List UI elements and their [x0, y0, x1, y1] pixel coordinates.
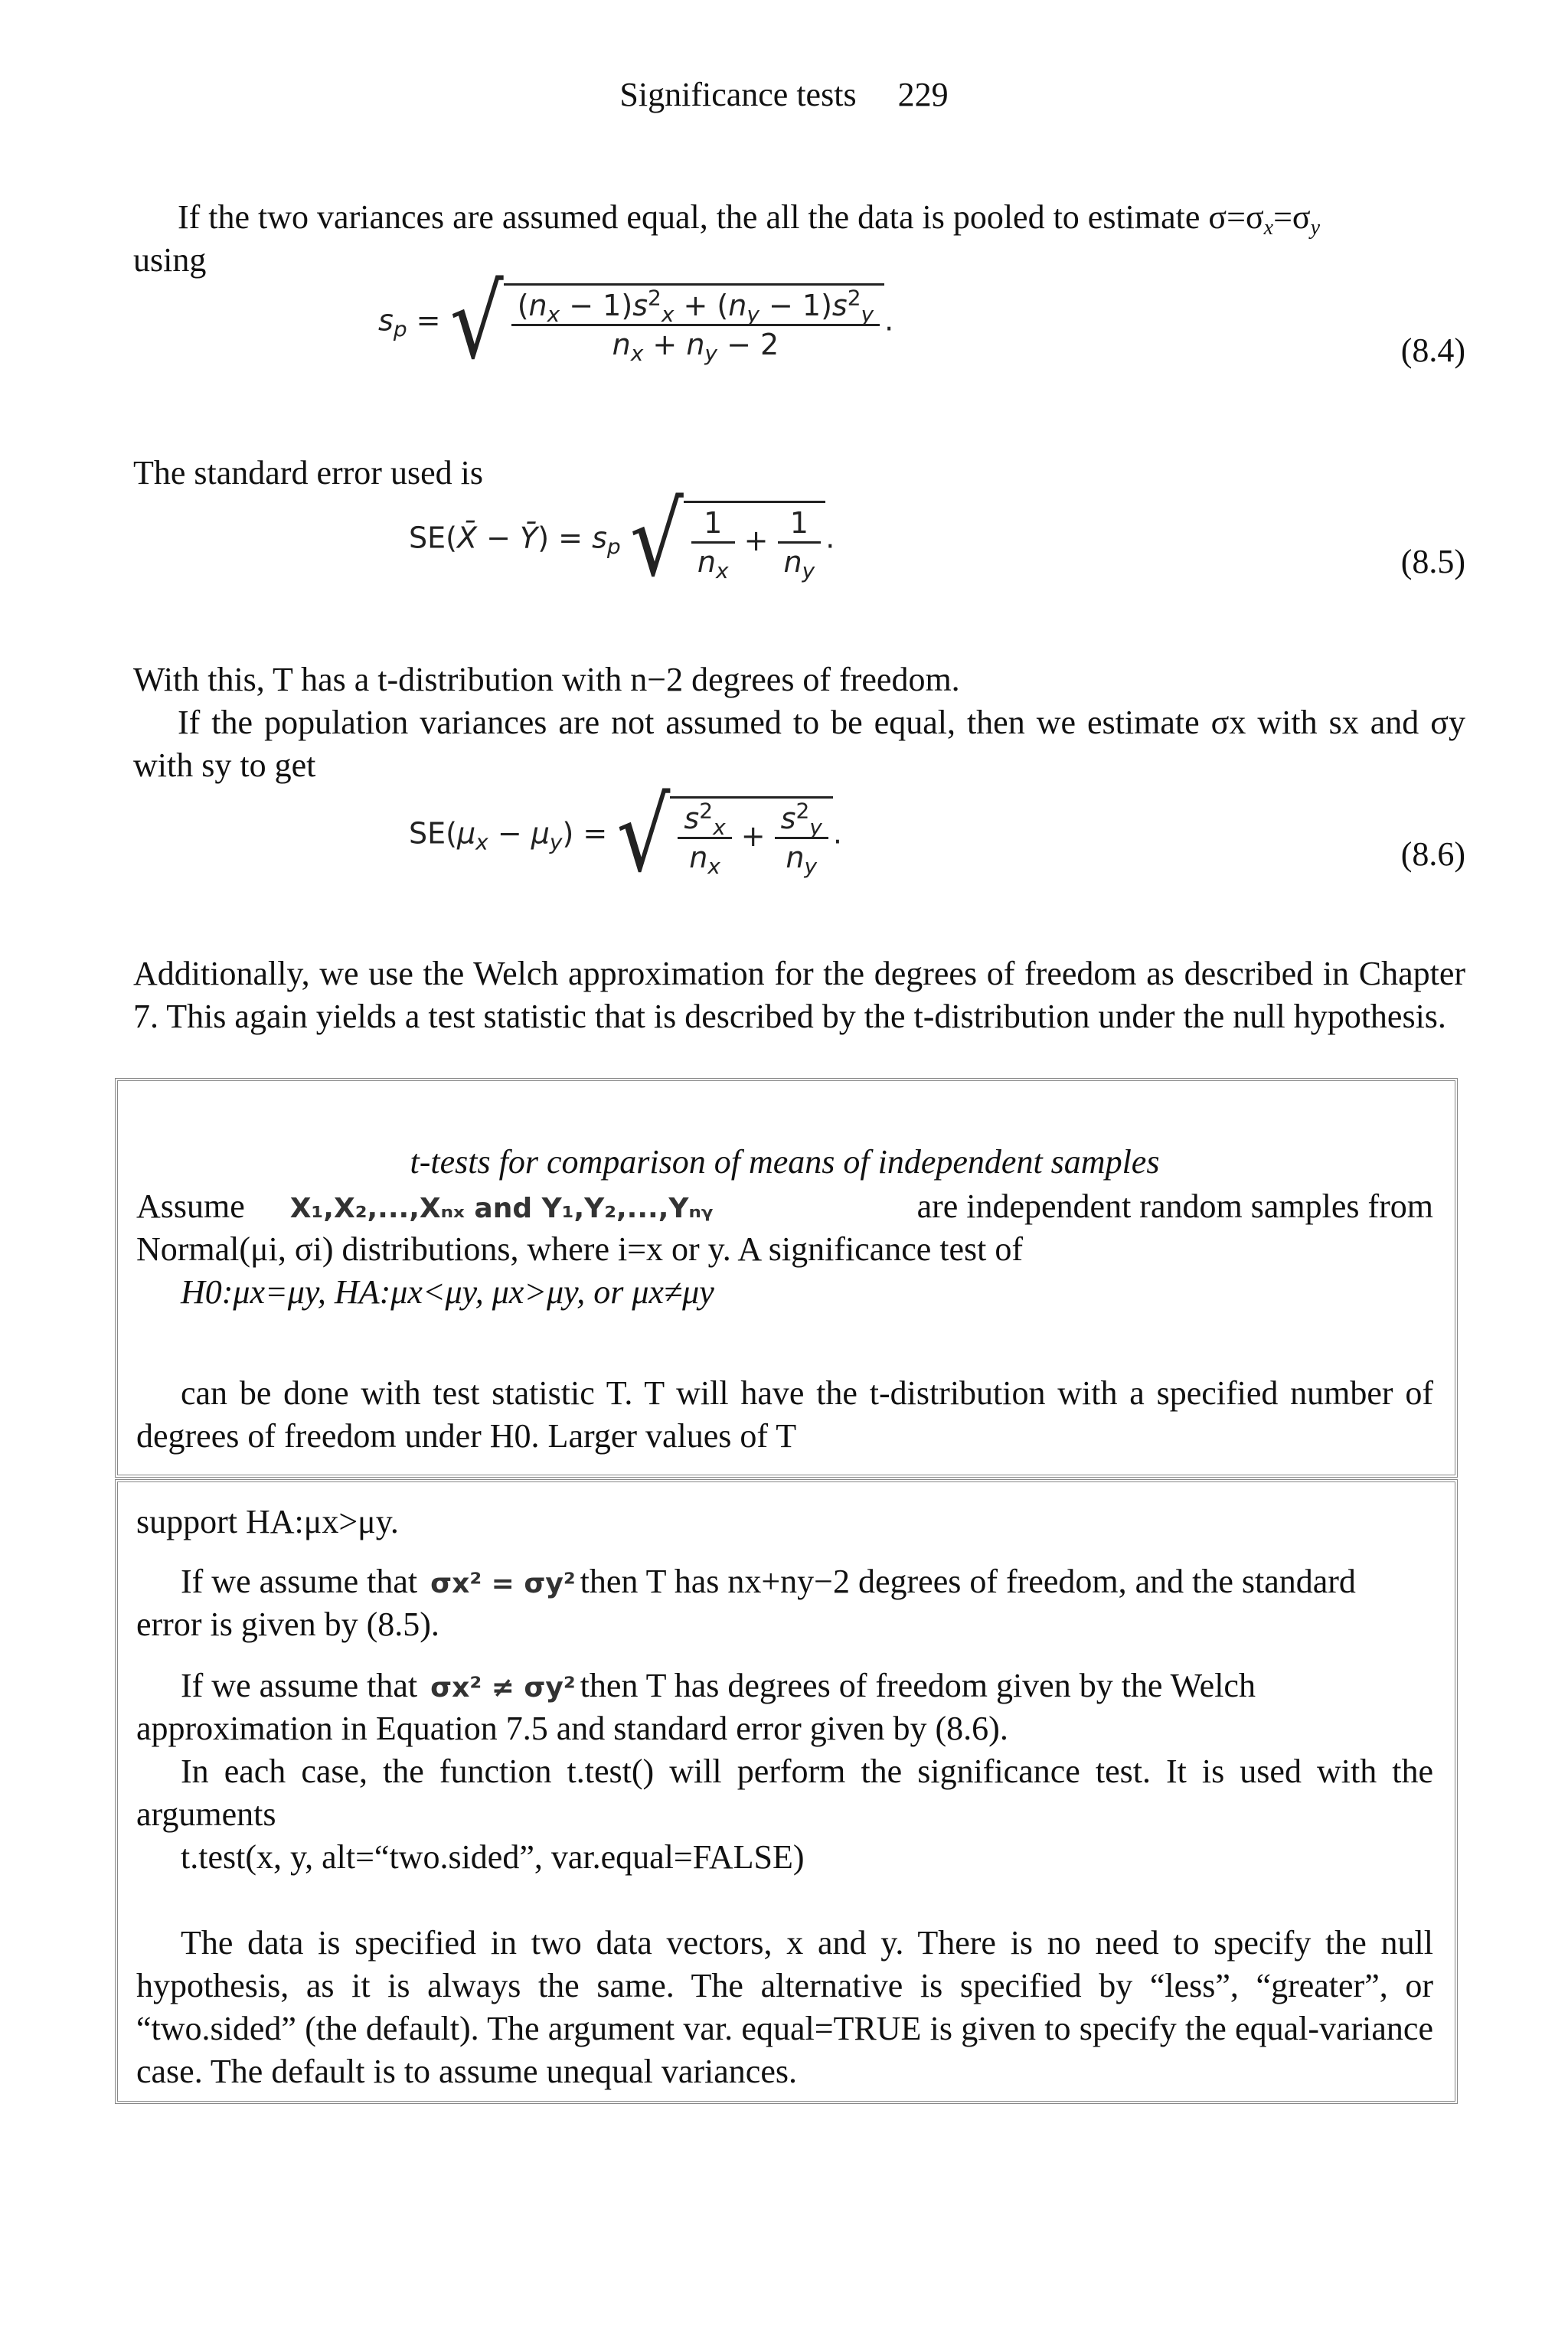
assume-line: Assume X₁,X₂,...,Xₙₓ and Y₁,Y₂,...,Yₙᵧ are independent random samples from — [136, 1187, 1433, 1225]
unequal-variance-line: If we assume that σx² ≠ σy² then T has degrees of freedom given by the Welch — [181, 1667, 1256, 1704]
test-statistic-text: can be done with test statistic T. T will have the t-distribution with a specified number of degrees of freedom under H0. Larger values of T — [136, 1374, 1433, 1455]
support-text: support HA:μx>μy. — [136, 1503, 399, 1540]
normal-distribution-text: Normal(μi, σi) distributions, where i=x or y. A significance test of — [136, 1230, 1024, 1268]
equation-8-6-number: (8.6) — [1400, 835, 1465, 873]
samples-math: X₁,X₂,...,Xₙₓ and Y₁,Y₂,...,Yₙᵧ — [289, 1193, 714, 1224]
intro-line-1: If the two variances are assumed equal, the all the data is pooled to estimate $\sigma=\sigma_x=\sigma_y$ — [178, 198, 1321, 240]
ttest-code: t.test(x, y, alt=“two.sided”, var.equal=FALSE) — [181, 1838, 805, 1876]
t-distribution-text: With this, T has a t-distribution with n−2 degrees of freedom. — [133, 661, 960, 698]
ttest-summary-box-part-2 — [115, 1479, 1458, 2104]
final-explanation-text: The data is specified in two data vectors, x and y. There is no need to specify the null hypothesis, as it is always the same. The alternative is specified by “less”, “greater”, or “two.sided” (the default). The argument var. equal=TRUE is given to specify the equal-variance case. The default is to assume unequal variances. — [136, 1924, 1433, 2090]
equation-8-4-number: (8.4) — [1400, 332, 1465, 369]
unequal-variance-line-2: approximation in Equation 7.5 and standard error given by (8.6). — [136, 1710, 1008, 1747]
equation-8-4: $s_p$ = √ $\frac{(n_x - 1)s^2_x + (n_y - 1)s^2_y}{n_x + n_y - 2}$ . — [378, 263, 894, 381]
equal-variance-math: σx² = σy² — [430, 1568, 576, 1599]
running-header — [0, 75, 1568, 114]
equation-8-6: $SE(\mu_x - \mu_y)$ = √ $\frac{s^2_x}{n_x}$ + $\frac{s^2_y}{n_y}$ . — [409, 776, 842, 894]
equation-8-5: SE(X̄ − Ȳ) = $s_p$ √ $\frac{1}{n_x}$ + $\frac{1}{n_y}$ . — [409, 481, 835, 599]
header-title: Significance tests — [619, 76, 857, 113]
ttest-function-text: In each case, the function t.test() will perform the significance test. It is used with the arguments — [136, 1753, 1433, 1833]
equation-8-5-number: (8.5) — [1400, 543, 1465, 580]
hypotheses-text: H0:μx=μy, HA:μx<μy, μx>μy, or μx≠μy — [181, 1273, 714, 1311]
ttest-summary-box-part-1 — [115, 1078, 1458, 1478]
unequal-variances-text: If the population variances are not assumed to be equal, then we estimate σx with sx and σy with sy to get — [133, 704, 1465, 784]
equal-variance-line: If we assume that σx² = σy² then T has nx+ny−2 degrees of freedom, and the standard — [181, 1563, 1356, 1600]
unequal-variance-math: σx² ≠ σy² — [430, 1672, 576, 1704]
welch-approximation-text: Additionally, we use the Welch approximation for the degrees of freedom as described in Chapter 7. This again yields a test statistic that is described by the t-distribution under the null hypothesis. — [133, 955, 1465, 1035]
se-intro-text: The standard error used is — [133, 454, 483, 492]
intro-line-2: using — [133, 241, 207, 279]
page-number: 229 — [897, 76, 949, 113]
box-title: t-tests for comparison of means of independent samples — [410, 1143, 1160, 1181]
equal-variance-line-2: error is given by (8.5). — [136, 1606, 439, 1643]
